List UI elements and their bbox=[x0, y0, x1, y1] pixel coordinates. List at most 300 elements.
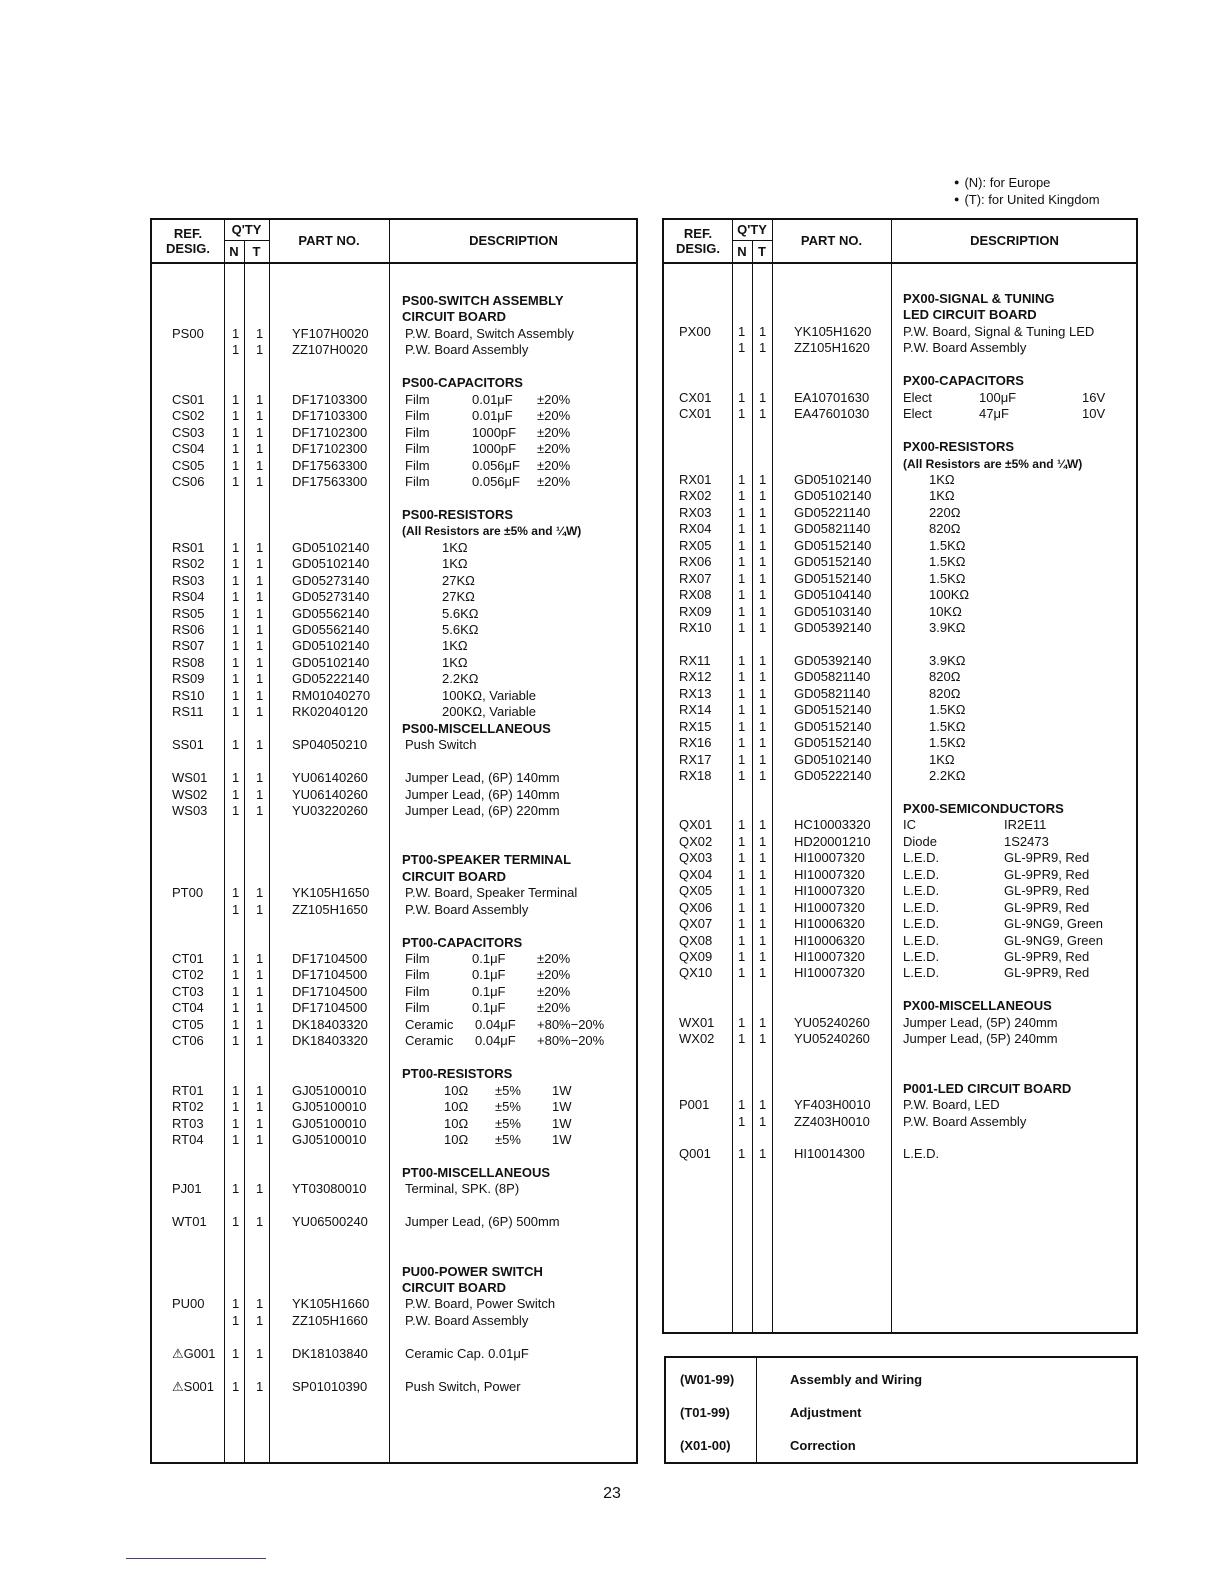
ref-desig: CT06 bbox=[172, 1033, 204, 1049]
description: L.E.D. bbox=[903, 850, 940, 866]
qty-t: 1 bbox=[759, 850, 767, 866]
description: L.E.D. bbox=[903, 932, 940, 948]
table-row bbox=[152, 523, 636, 539]
qty-t: 1 bbox=[759, 488, 767, 504]
qty-n-header: N bbox=[229, 244, 239, 259]
qty-n: 1 bbox=[232, 737, 240, 753]
tolerance: ±20% bbox=[537, 983, 571, 999]
ref-desig: RX11 bbox=[679, 652, 711, 668]
qty-t: 1 bbox=[759, 652, 767, 668]
ref-desig: ⚠S001 bbox=[172, 1378, 215, 1394]
part-no: HI10014300 bbox=[794, 1146, 865, 1162]
table-row bbox=[152, 507, 636, 523]
table-row bbox=[664, 307, 1136, 323]
parts-table-left bbox=[150, 218, 638, 1464]
ref-desig: QX04 bbox=[679, 866, 713, 882]
tolerance: ±5% bbox=[495, 1099, 521, 1115]
table-row bbox=[152, 359, 636, 375]
value: 1.5KΩ bbox=[929, 537, 966, 553]
table-row bbox=[664, 1064, 1136, 1080]
description: Terminal, SPK. (8P) bbox=[405, 1181, 520, 1197]
section-title: PX00-MISCELLANEOUS bbox=[903, 998, 1052, 1014]
ref-desig: RX18 bbox=[679, 768, 712, 784]
table-row bbox=[152, 342, 636, 358]
table-row bbox=[152, 1066, 636, 1082]
table-row bbox=[152, 1362, 636, 1378]
ref-desig: QX09 bbox=[679, 949, 713, 964]
qty-t: 1 bbox=[256, 391, 264, 407]
part-no: GJ05100010 bbox=[292, 1131, 367, 1147]
table-row bbox=[664, 817, 1136, 833]
qty-t: 1 bbox=[256, 325, 264, 341]
section-title: PT00-CAPACITORS bbox=[402, 934, 523, 950]
ref-desig: QX02 bbox=[679, 833, 713, 849]
part-no: HI10007320 bbox=[794, 965, 865, 981]
table-row bbox=[152, 869, 636, 885]
description: Ceramic bbox=[405, 1016, 454, 1032]
value: 200KΩ, Variable bbox=[442, 704, 537, 720]
qty-n: 1 bbox=[738, 768, 746, 784]
table-row bbox=[664, 719, 1136, 735]
table-row bbox=[664, 636, 1136, 652]
description: Film bbox=[405, 983, 430, 999]
table-row bbox=[664, 702, 1136, 718]
part-no: GD05562140 bbox=[292, 605, 370, 621]
qty-t: 1 bbox=[256, 556, 264, 572]
table-row bbox=[664, 686, 1136, 702]
footer-rule bbox=[126, 1558, 266, 1559]
value: 1KΩ bbox=[929, 471, 955, 487]
code-row bbox=[666, 1363, 1136, 1396]
qty-n: 1 bbox=[232, 424, 240, 440]
table-row bbox=[664, 604, 1136, 620]
section-title: PX00-CAPACITORS bbox=[903, 373, 1024, 389]
rating: 1W bbox=[552, 1115, 572, 1131]
table-row bbox=[152, 1181, 636, 1197]
table-row bbox=[152, 474, 636, 490]
qty-t: 1 bbox=[759, 718, 767, 734]
part-no: DF17103300 bbox=[292, 391, 368, 407]
qty-n: 1 bbox=[232, 473, 240, 489]
qty-n: 1 bbox=[738, 340, 746, 356]
table-row bbox=[664, 373, 1136, 389]
qty-n: 1 bbox=[232, 1115, 240, 1131]
table-row bbox=[152, 375, 636, 391]
model: 1S2473 bbox=[1004, 833, 1049, 849]
model: GL-9NG9, Green bbox=[1004, 932, 1103, 948]
part-no: YU06500240 bbox=[292, 1214, 368, 1230]
qty-n: 1 bbox=[738, 471, 746, 487]
part-no: YU05240260 bbox=[794, 1014, 870, 1030]
section-title: P001-LED CIRCUIT BOARD bbox=[903, 1080, 1072, 1096]
qty-t: 1 bbox=[256, 1345, 264, 1361]
part-no: YF107H0020 bbox=[292, 325, 369, 341]
ref-desig: RT02 bbox=[172, 1099, 204, 1115]
ref-desig: CS02 bbox=[172, 408, 205, 424]
table-row bbox=[152, 1264, 636, 1280]
ref-desig: RX17 bbox=[679, 751, 712, 767]
table-row bbox=[152, 1379, 636, 1395]
value: 0.01μF bbox=[472, 391, 513, 407]
value: 10Ω bbox=[444, 1131, 469, 1147]
model: GL-9PR9, Red bbox=[1004, 866, 1090, 882]
tolerance: ±20% bbox=[537, 424, 571, 440]
qty-n: 1 bbox=[232, 408, 240, 424]
table-row bbox=[152, 918, 636, 934]
ref-desig: ⚠G001 bbox=[172, 1345, 216, 1361]
table-row bbox=[152, 556, 636, 572]
table-row bbox=[664, 587, 1136, 603]
part-no: GD05152140 bbox=[794, 537, 872, 553]
part-no: GJ05100010 bbox=[292, 1082, 367, 1098]
qty-t: 1 bbox=[759, 521, 767, 537]
description: L.E.D. bbox=[903, 949, 940, 964]
ref-desig: CS04 bbox=[172, 441, 205, 457]
part-no: GJ05100010 bbox=[292, 1099, 367, 1115]
qty-t: 1 bbox=[256, 901, 264, 917]
description: P.W. Board, Speaker Terminal bbox=[405, 885, 578, 901]
ref-desig: CS03 bbox=[172, 424, 205, 440]
code-row bbox=[666, 1429, 1136, 1462]
qty-n: 1 bbox=[738, 1031, 746, 1047]
section-title: PX00-RESISTORS bbox=[903, 439, 1015, 455]
description: L.E.D. bbox=[903, 866, 940, 882]
part-no: YK105H1650 bbox=[292, 885, 370, 901]
code-label: Correction bbox=[790, 1438, 856, 1453]
value: 10KΩ bbox=[929, 603, 962, 619]
qty-n: 1 bbox=[232, 786, 240, 802]
description: Diode bbox=[903, 833, 937, 849]
ref-desig: P001 bbox=[679, 1097, 710, 1113]
value: 100KΩ, Variable bbox=[442, 687, 537, 703]
description-header: DESCRIPTION bbox=[970, 233, 1059, 248]
qty-n: 1 bbox=[738, 932, 746, 948]
qty-n: 1 bbox=[232, 1181, 240, 1197]
table-row bbox=[152, 1017, 636, 1033]
ref-desig: RX15 bbox=[679, 718, 712, 734]
qty-t: 1 bbox=[256, 638, 264, 654]
value: 1000pF bbox=[472, 424, 517, 440]
part-no: YU03220260 bbox=[292, 802, 368, 818]
table-row bbox=[152, 392, 636, 408]
qty-t: 1 bbox=[759, 603, 767, 619]
table-row bbox=[664, 488, 1136, 504]
ref-desig: PT00 bbox=[172, 885, 204, 901]
qty-t: 1 bbox=[256, 605, 264, 621]
tolerance: ±20% bbox=[537, 473, 571, 489]
qty-t: 1 bbox=[256, 654, 264, 670]
qty-t: 1 bbox=[256, 1000, 264, 1016]
table-row bbox=[152, 787, 636, 803]
ref-desig: PS00 bbox=[172, 325, 204, 341]
description: P.W. Board Assembly bbox=[405, 901, 529, 917]
table-row bbox=[664, 538, 1136, 554]
qty-n: 1 bbox=[738, 488, 746, 504]
table-row bbox=[664, 406, 1136, 422]
part-no-header: PART NO. bbox=[298, 233, 360, 248]
qty-t: 1 bbox=[759, 537, 767, 553]
value: 10Ω bbox=[444, 1115, 469, 1131]
part-no: HD20001210 bbox=[794, 833, 871, 849]
description: P.W. Board, Signal & Tuning LED bbox=[903, 323, 1095, 339]
qty-t: 1 bbox=[256, 408, 264, 424]
table-row bbox=[664, 998, 1136, 1014]
table-row bbox=[664, 850, 1136, 866]
value: 1KΩ bbox=[442, 539, 468, 555]
qty-t: 1 bbox=[759, 949, 767, 964]
description: Jumper Lead, (6P) 140mm bbox=[405, 786, 560, 802]
table-row bbox=[664, 785, 1136, 801]
part-no: DF17563300 bbox=[292, 473, 368, 489]
part-no: DK18403320 bbox=[292, 1033, 368, 1049]
ref-desig: RX02 bbox=[679, 488, 712, 504]
qty-n: 1 bbox=[232, 589, 240, 605]
qty-t: 1 bbox=[256, 1033, 264, 1049]
qty-n: 1 bbox=[738, 570, 746, 586]
table-row bbox=[664, 340, 1136, 356]
ref-desig: RS09 bbox=[172, 671, 205, 687]
qty-n: 1 bbox=[232, 671, 240, 687]
table-row bbox=[152, 704, 636, 720]
description-header: DESCRIPTION bbox=[469, 233, 558, 248]
ref-desig: RX07 bbox=[679, 570, 712, 586]
qty-header: Q'TY bbox=[737, 222, 767, 237]
ref-desig: WX01 bbox=[679, 1014, 715, 1030]
table-row bbox=[152, 1247, 636, 1263]
qty-n: 1 bbox=[738, 916, 746, 932]
qty-n: 1 bbox=[232, 704, 240, 720]
qty-n: 1 bbox=[232, 622, 240, 637]
ref-desig: RX14 bbox=[679, 702, 712, 718]
ref-desig: SS01 bbox=[172, 737, 204, 753]
table-row bbox=[152, 1050, 636, 1066]
qty-t: 1 bbox=[256, 1378, 264, 1394]
qty-t: 1 bbox=[759, 1097, 767, 1113]
model: GL-9PR9, Red bbox=[1004, 949, 1090, 964]
table-row bbox=[152, 1214, 636, 1230]
model: GL-9PR9, Red bbox=[1004, 883, 1090, 899]
value: 1KΩ bbox=[442, 654, 468, 670]
section-title: PS00-SWITCH ASSEMBLY bbox=[402, 293, 564, 308]
value: 27KΩ bbox=[442, 589, 475, 605]
table-row bbox=[152, 1329, 636, 1345]
tolerance: ±5% bbox=[495, 1131, 521, 1147]
qty-n: 1 bbox=[738, 389, 746, 405]
ref-desig: Q001 bbox=[679, 1146, 711, 1162]
qty-n: 1 bbox=[232, 1033, 240, 1049]
section-title: PS00-CAPACITORS bbox=[402, 375, 523, 391]
table-row bbox=[152, 458, 636, 474]
part-no: GD05103140 bbox=[794, 603, 872, 619]
qty-t: 1 bbox=[759, 817, 767, 833]
ref-desig: CT04 bbox=[172, 1000, 204, 1016]
qty-n: 1 bbox=[738, 323, 746, 339]
value: 1KΩ bbox=[442, 638, 468, 654]
rating: 16V bbox=[1082, 389, 1106, 405]
qty-t: 1 bbox=[256, 441, 264, 457]
qty-t: 1 bbox=[256, 1016, 264, 1032]
legend-uk: ● (T): for United Kingdom bbox=[954, 191, 1100, 208]
section-note: (All Resistors are ±5% and ¼W) bbox=[903, 456, 1083, 471]
table-row bbox=[152, 819, 636, 835]
value: 0.056μF bbox=[472, 473, 520, 489]
qty-n-header: N bbox=[737, 244, 747, 259]
qty-t: 1 bbox=[256, 1181, 264, 1197]
qty-t: 1 bbox=[256, 572, 264, 588]
description: Film bbox=[405, 967, 430, 983]
qty-t: 1 bbox=[256, 473, 264, 489]
part-no: EA47601030 bbox=[794, 406, 870, 422]
ref-desig: QX05 bbox=[679, 883, 713, 899]
part-no: GD05273140 bbox=[292, 572, 370, 588]
qty-t: 1 bbox=[759, 965, 767, 981]
part-no: HI10007320 bbox=[794, 949, 865, 964]
value: 820Ω bbox=[929, 685, 961, 701]
ref-desig: QX10 bbox=[679, 965, 713, 981]
qty-t: 1 bbox=[759, 916, 767, 932]
qty-t: 1 bbox=[759, 406, 767, 422]
tolerance: ±5% bbox=[495, 1082, 521, 1098]
description: Jumper Lead, (6P) 140mm bbox=[405, 770, 560, 786]
table-row bbox=[664, 933, 1136, 949]
qty-n: 1 bbox=[232, 1131, 240, 1147]
ref-desig: QX08 bbox=[679, 932, 713, 948]
qty-t: 1 bbox=[256, 1115, 264, 1131]
qty-n: 1 bbox=[232, 1099, 240, 1115]
ref-desig: RX10 bbox=[679, 620, 712, 635]
model: IR2E11 bbox=[1004, 817, 1047, 833]
table-row bbox=[152, 1165, 636, 1181]
qty-n: 1 bbox=[738, 833, 746, 849]
rating: 10V bbox=[1082, 406, 1106, 422]
table-row bbox=[152, 655, 636, 671]
description: L.E.D. bbox=[903, 965, 940, 981]
ref-desig: RX12 bbox=[679, 669, 712, 685]
table-row bbox=[152, 1231, 636, 1247]
qty-n: 1 bbox=[738, 1146, 746, 1162]
table-row bbox=[664, 982, 1136, 998]
part-no: GD05821140 bbox=[794, 521, 871, 537]
qty-n: 1 bbox=[738, 521, 746, 537]
table-row bbox=[664, 735, 1136, 751]
value: 0.1μF bbox=[472, 951, 506, 966]
table-row bbox=[664, 669, 1136, 685]
qty-header: Q'TY bbox=[231, 222, 262, 237]
model: GL-9PR9, Red bbox=[1004, 899, 1090, 915]
section-title: PT00-MISCELLANEOUS bbox=[402, 1164, 551, 1180]
qty-t: 1 bbox=[256, 424, 264, 440]
description: Film bbox=[405, 457, 430, 473]
table-row bbox=[664, 965, 1136, 981]
table-row bbox=[664, 768, 1136, 784]
part-no: DK18403320 bbox=[292, 1016, 368, 1032]
value: 1.5KΩ bbox=[929, 570, 966, 586]
ref-desig: RX16 bbox=[679, 735, 712, 751]
table-row bbox=[664, 423, 1136, 439]
ref-desig: RS11 bbox=[172, 704, 204, 720]
tolerance: ±20% bbox=[537, 408, 571, 424]
code-label: Adjustment bbox=[790, 1405, 862, 1420]
part-no: DF17103300 bbox=[292, 408, 368, 424]
qty-t: 1 bbox=[256, 1131, 264, 1147]
part-no: GD05392140 bbox=[794, 620, 872, 635]
table-row bbox=[152, 1132, 636, 1148]
ref-desig: RX13 bbox=[679, 685, 712, 701]
qty-t: 1 bbox=[759, 768, 767, 784]
qty-t: 1 bbox=[759, 866, 767, 882]
qty-t: 1 bbox=[256, 951, 264, 966]
ref-desig: RT01 bbox=[172, 1082, 204, 1098]
tolerance: ±20% bbox=[537, 967, 571, 983]
table-row bbox=[664, 916, 1136, 932]
table-row bbox=[664, 456, 1136, 472]
qty-n: 1 bbox=[232, 1378, 240, 1394]
part-no: YF403H0010 bbox=[794, 1097, 871, 1113]
qty-t-header: T bbox=[758, 244, 766, 259]
qty-n: 1 bbox=[738, 685, 746, 701]
qty-n: 1 bbox=[232, 539, 240, 555]
ref-desig: WS03 bbox=[172, 802, 208, 818]
qty-t: 1 bbox=[759, 685, 767, 701]
table-row bbox=[152, 1000, 636, 1016]
value: 1.5KΩ bbox=[929, 554, 966, 570]
section-title: CIRCUIT BOARD bbox=[402, 868, 506, 884]
table-row bbox=[152, 606, 636, 622]
qty-t: 1 bbox=[256, 1312, 264, 1328]
table-row bbox=[152, 573, 636, 589]
qty-t: 1 bbox=[759, 471, 767, 487]
part-no: GD05102140 bbox=[292, 539, 370, 555]
qty-t: 1 bbox=[759, 1146, 767, 1162]
section-title: PU00-POWER SWITCH bbox=[402, 1263, 543, 1279]
value: 10Ω bbox=[444, 1099, 469, 1115]
table-row bbox=[152, 1346, 636, 1362]
parts-table-right bbox=[662, 218, 1138, 1334]
description: P.W. Board Assembly bbox=[405, 1312, 529, 1328]
part-no: GD05273140 bbox=[292, 589, 370, 605]
table-row bbox=[152, 1313, 636, 1329]
qty-t: 1 bbox=[759, 883, 767, 899]
table-row bbox=[664, 1015, 1136, 1031]
ref-desig: WS01 bbox=[172, 770, 208, 786]
description: Jumper Lead, (6P) 220mm bbox=[405, 802, 560, 818]
part-no: GD05392140 bbox=[794, 652, 872, 668]
qty-n: 1 bbox=[232, 1312, 240, 1328]
qty-t: 1 bbox=[256, 1082, 264, 1098]
qty-n: 1 bbox=[738, 735, 746, 751]
qty-n: 1 bbox=[738, 866, 746, 882]
table-row bbox=[152, 1198, 636, 1214]
part-no: ZZ403H0010 bbox=[794, 1113, 870, 1129]
table-row bbox=[152, 803, 636, 819]
part-no: ZZ107H0020 bbox=[292, 342, 368, 358]
table-row bbox=[152, 309, 636, 325]
qty-t: 1 bbox=[256, 539, 264, 555]
qty-t: 1 bbox=[759, 323, 767, 339]
table-row bbox=[664, 1146, 1136, 1162]
table-row bbox=[152, 441, 636, 457]
qty-n: 1 bbox=[738, 718, 746, 734]
value: 5.6KΩ bbox=[442, 605, 479, 621]
qty-n: 1 bbox=[738, 1113, 746, 1129]
qty-t: 1 bbox=[759, 1014, 767, 1030]
qty-n: 1 bbox=[232, 654, 240, 670]
qty-t: 1 bbox=[759, 340, 767, 356]
ref-desig: QX06 bbox=[679, 899, 713, 915]
value: 100KΩ bbox=[929, 587, 970, 603]
part-no: GD05562140 bbox=[292, 622, 370, 637]
tolerance: +80%−20% bbox=[537, 1016, 605, 1032]
